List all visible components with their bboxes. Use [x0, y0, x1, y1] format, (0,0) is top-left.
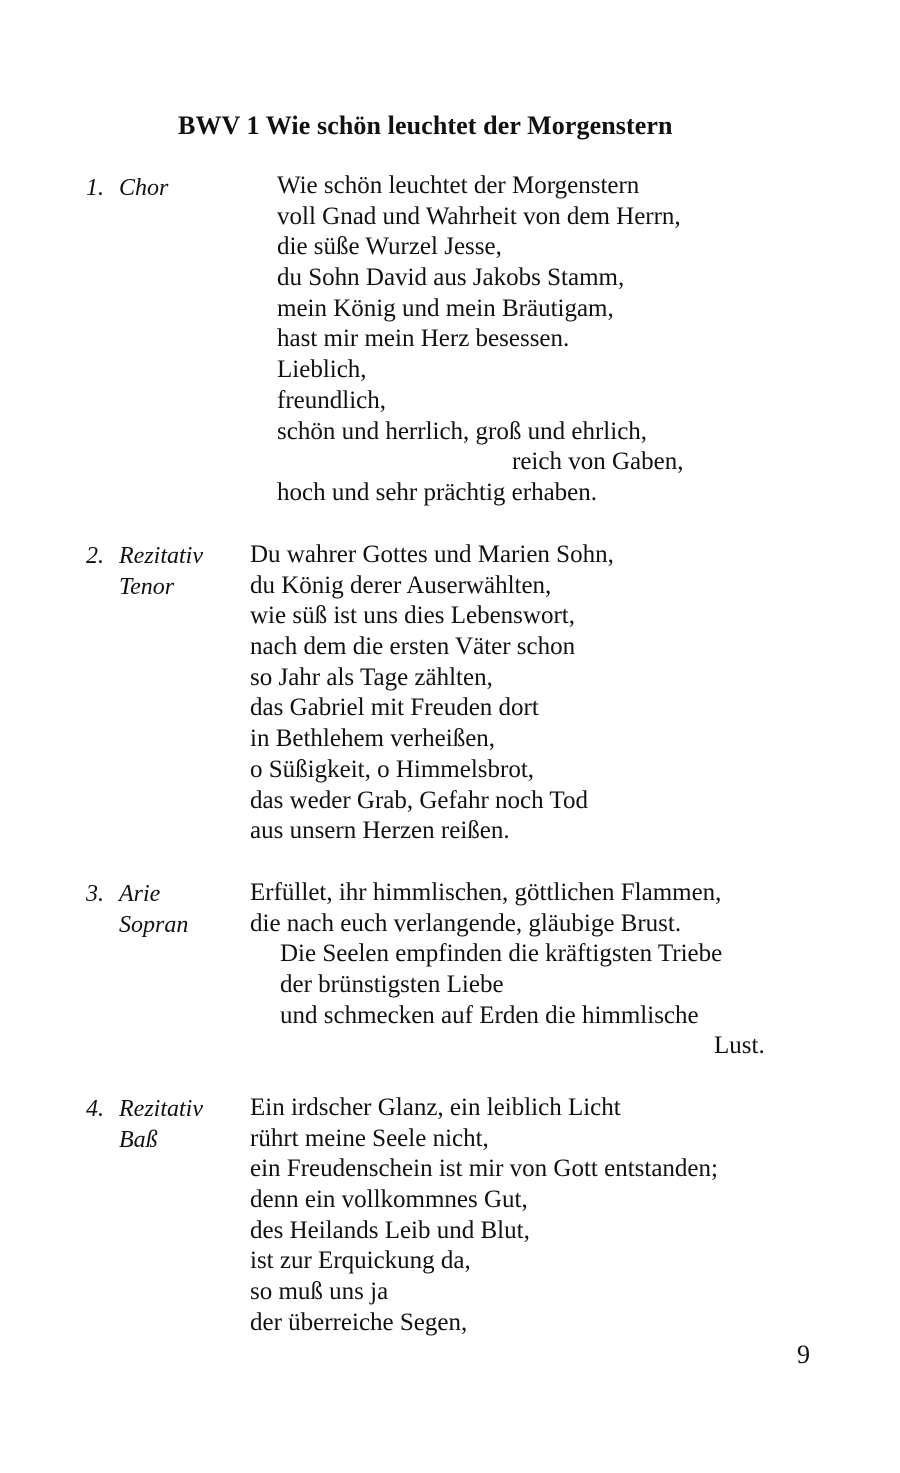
verse-line: das weder Grab, Gefahr noch Tod	[250, 786, 588, 814]
movement-number: 1.	[86, 175, 104, 201]
verse-line: freundlich,	[277, 386, 386, 414]
movement-label	[86, 1094, 203, 1155]
cantata-title: BWV 1 Wie schön leuchtet der Morgenstern	[178, 111, 673, 140]
verse-line: so Jahr als Tage zählten,	[250, 663, 493, 691]
verse-line: Lust.	[714, 1032, 765, 1060]
verse-line: ist zur Erquickung da,	[250, 1247, 471, 1275]
movement-voice: Tenor	[119, 573, 175, 600]
verse-line: des Heilands Leib und Blut,	[250, 1216, 530, 1244]
movement-label	[86, 173, 168, 204]
movement-voice: Baß	[119, 1126, 158, 1153]
verse-line: Ein irdscher Glanz, ein leiblich Licht	[250, 1094, 621, 1121]
verse-line: Erfüllet, ihr himmlischen, göttlichen Flammen,	[250, 879, 722, 906]
verse-line: rührt meine Seele nicht,	[250, 1124, 489, 1152]
movement-label	[86, 879, 188, 940]
movement-4-text	[250, 1093, 718, 1339]
verse-line: schön und herrlich, groß und ehrlich,	[277, 417, 648, 445]
verse-line: ein Freudenschein ist mir von Gott entstanden;	[250, 1155, 718, 1183]
verse-line: und schmecken auf Erden die himmlische	[280, 1001, 699, 1029]
movement-label	[86, 541, 203, 602]
verse-line: denn ein vollkommnes Gut,	[250, 1186, 528, 1214]
movement-number: 2.	[86, 543, 104, 569]
verse-line: so muß uns ja	[250, 1278, 389, 1306]
verse-line: Lieblich,	[277, 356, 367, 384]
movement-type: Chor	[119, 175, 169, 201]
verse-line: hast mir mein Herz besessen.	[277, 325, 570, 353]
movement-number: 4.	[86, 1096, 104, 1122]
verse-line: o Süßigkeit, o Himmelsbrot,	[250, 755, 535, 783]
verse-line: aus unsern Herzen reißen.	[250, 817, 510, 845]
movement-type: Rezitativ	[119, 543, 203, 569]
verse-line: du König derer Auserwählten,	[250, 571, 552, 599]
verse-line: das Gabriel mit Freuden dort	[250, 694, 539, 722]
verse-line: der überreiche Segen,	[250, 1308, 468, 1336]
movement-voice: Sopran	[119, 911, 189, 938]
movement-type: Arie	[119, 881, 161, 907]
movement-1-text	[277, 171, 683, 509]
verse-line: mein König und mein Bräutigam,	[277, 294, 614, 322]
verse-line: voll Gnad und Wahrheit von dem Herrn,	[277, 202, 681, 230]
verse-line: der brünstigsten Liebe	[280, 971, 504, 999]
page-number: 9	[797, 1340, 810, 1369]
verse-line: die nach euch verlangende, gläubige Brust.	[250, 909, 682, 937]
verse-line: Du wahrer Gottes und Marien Sohn,	[250, 541, 614, 568]
movement-type: Rezitativ	[119, 1096, 203, 1122]
verse-line: die süße Wurzel Jesse,	[277, 233, 502, 261]
movement-3-text	[250, 878, 765, 1062]
verse-line: in Bethlehem verheißen,	[250, 725, 496, 753]
verse-line: reich von Gaben,	[512, 448, 684, 476]
verse-line: du Sohn David aus Jakobs Stamm,	[277, 264, 625, 292]
verse-line: wie süß ist uns dies Lebenswort,	[250, 602, 575, 630]
verse-line: nach dem die ersten Väter schon	[250, 633, 576, 661]
verse-line: Die Seelen empfinden die kräftigsten Triebe	[280, 940, 723, 968]
verse-line: Wie schön leuchtet der Morgenstern	[277, 172, 640, 199]
movement-number: 3.	[86, 881, 104, 907]
movement-2-text	[250, 540, 614, 847]
verse-line: hoch und sehr prächtig erhaben.	[277, 478, 598, 506]
